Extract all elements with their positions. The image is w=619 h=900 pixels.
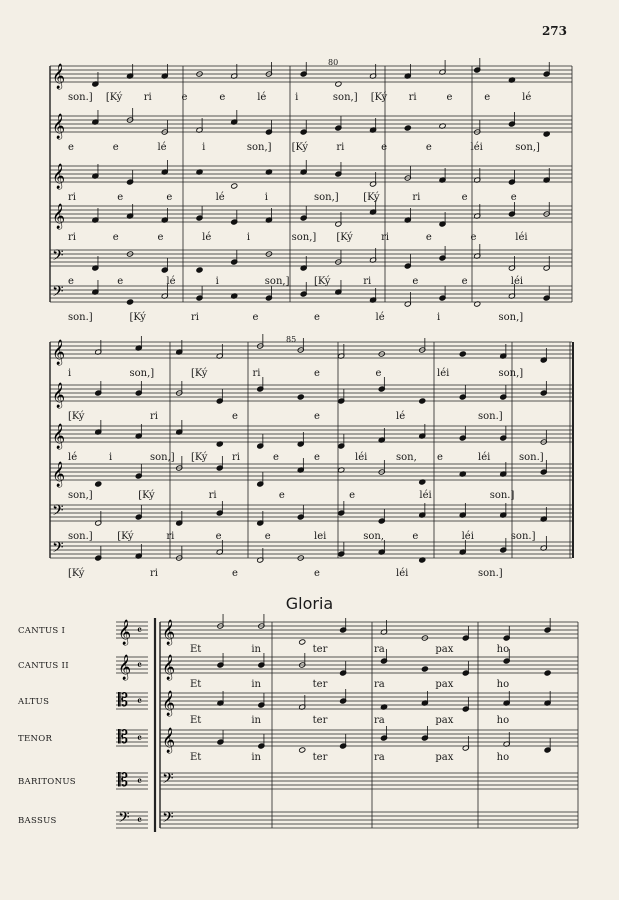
lyric-syllable: son,] xyxy=(129,368,155,379)
lyric-syllable: e xyxy=(510,192,517,203)
lyric-syllable: ter xyxy=(312,752,328,763)
lyric-syllable: e xyxy=(166,192,173,203)
lyric-syllable: léi xyxy=(355,452,368,463)
clef-icon: 𝄞 xyxy=(162,655,176,680)
incipit-clef-icon: 𝄞 xyxy=(118,620,132,645)
lyric-syllable: i xyxy=(215,276,219,287)
lyric-syllable: ri xyxy=(336,142,345,153)
clef-icon: 𝄢 xyxy=(52,502,64,523)
lyric-syllable: Et xyxy=(190,715,202,726)
clef-icon: 𝄞 xyxy=(162,691,176,716)
lyric-syllable: e xyxy=(412,531,419,542)
lyric-syllable: ra xyxy=(374,752,385,763)
time-signature-icon: 𝄴 xyxy=(137,732,142,745)
clef-icon: 𝄞 xyxy=(52,114,66,139)
lyric-syllable: e xyxy=(314,568,320,579)
lyric-syllable: e xyxy=(461,192,468,203)
lyric-syllable: lé xyxy=(202,232,212,243)
lyric-syllable: son, xyxy=(396,452,417,463)
lyric-syllable: ra xyxy=(374,715,385,726)
lyric-syllable: e xyxy=(232,568,238,579)
lyric-syllable: e xyxy=(215,531,222,542)
lyric-syllable: son.] xyxy=(68,531,93,542)
lyric-syllable: ri xyxy=(68,192,76,203)
lyric-syllable: [Ký xyxy=(191,452,208,463)
lyric-syllable: in xyxy=(251,644,261,655)
lyric-syllable: léi xyxy=(510,276,524,287)
lyric-syllable: son,] xyxy=(246,142,272,153)
lyric-syllable: lé xyxy=(396,411,406,422)
note-head xyxy=(404,125,411,131)
lyric-syllable: ri xyxy=(412,192,421,203)
lyric-syllable: e xyxy=(412,276,419,287)
lyric-syllable: ri xyxy=(363,276,372,287)
lyric-syllable: son.] xyxy=(68,92,93,103)
lyric-syllable: lé xyxy=(157,142,167,153)
note-head xyxy=(419,398,426,404)
lyric-syllable: son,] xyxy=(332,92,358,103)
lyric-syllable: pax xyxy=(435,752,454,763)
section-title: Gloria xyxy=(285,594,334,613)
lyric-syllable: ra xyxy=(374,679,385,690)
note-head xyxy=(297,394,304,400)
lyric-syllable: pax xyxy=(435,715,454,726)
time-signature-icon: 𝄴 xyxy=(137,814,142,827)
voice-label: CANTUS II xyxy=(18,661,69,671)
lyric-syllable: ri xyxy=(208,490,217,501)
lyric-syllable: lé xyxy=(166,276,176,287)
lyric-syllable: i xyxy=(202,142,206,153)
lyric-syllable: e xyxy=(381,142,387,153)
incipit-clef-icon: 𝄞 xyxy=(118,655,132,680)
clef-icon: 𝄞 xyxy=(52,340,66,365)
lyric-syllable: ho xyxy=(496,752,510,763)
lyric-syllable: e xyxy=(117,192,124,203)
lyric-syllable: son.] xyxy=(489,490,515,501)
lyric-syllable: e xyxy=(112,232,119,243)
lyric-syllable: son.] xyxy=(68,312,93,323)
lyric-syllable: in xyxy=(251,715,261,726)
lyric-syllable: Et xyxy=(190,644,202,655)
lyric-syllable: e xyxy=(314,411,320,422)
lyric-syllable: e xyxy=(157,232,164,243)
note-head xyxy=(126,299,133,305)
measure-number-80: 80 xyxy=(328,58,339,67)
lyric-syllable: ter xyxy=(312,715,328,726)
lyric-syllable: Et xyxy=(190,752,202,763)
lyric-syllable: i xyxy=(437,312,441,323)
clef-icon: 𝄢 xyxy=(52,539,64,560)
voice-label: BARITONUS xyxy=(18,777,76,787)
lyric-syllable: ri xyxy=(150,411,158,422)
note-head xyxy=(299,639,306,645)
lyric-syllable: in xyxy=(251,752,261,763)
lyric-syllable: lé xyxy=(375,312,385,323)
incipit-clef-icon: 𝄡 xyxy=(118,727,129,748)
lyric-syllable: léi xyxy=(461,531,474,542)
incipit-clef-icon: 𝄢 xyxy=(118,809,130,830)
lyric-syllable: léi xyxy=(437,368,450,379)
lyric-syllable: léi xyxy=(419,490,432,501)
lyric-syllable: ter xyxy=(312,679,328,690)
time-signature-icon: 𝄴 xyxy=(137,659,142,672)
lyric-syllable: ra xyxy=(374,644,385,655)
clef-icon: 𝄞 xyxy=(162,620,176,645)
lyric-syllable: i xyxy=(68,368,72,379)
voice-label: CANTUS I xyxy=(18,626,66,636)
lyric-syllable: e xyxy=(219,92,226,103)
lyric-syllable: e xyxy=(232,411,238,422)
lyric-syllable: son,] xyxy=(264,276,290,287)
lyric-syllable: léi xyxy=(396,568,409,579)
note-head xyxy=(231,183,238,189)
lyric-syllable: e xyxy=(112,142,119,153)
lyric-syllable: son.] xyxy=(478,411,503,422)
lyric-syllable: e xyxy=(264,531,271,542)
lyric-syllable: léi xyxy=(515,232,528,243)
lyric-syllable: e xyxy=(181,92,188,103)
lyric-syllable: i xyxy=(264,192,268,203)
clef-icon: 𝄢 xyxy=(52,247,64,268)
clef-icon: 𝄞 xyxy=(162,728,176,753)
lyric-syllable: ri xyxy=(381,232,390,243)
lyric-syllable: son,] xyxy=(68,490,93,501)
clef-icon: 𝄞 xyxy=(52,164,66,189)
note-head xyxy=(421,666,428,672)
lyric-syllable: son,] xyxy=(314,192,339,203)
note-head xyxy=(95,481,102,487)
lyric-syllable: e xyxy=(314,368,320,379)
lyric-syllable: [Ký xyxy=(314,276,331,287)
lyric-syllable: in xyxy=(251,679,261,690)
lyric-syllable: lé xyxy=(522,92,532,103)
time-signature-icon: 𝄴 xyxy=(137,624,142,637)
lyric-syllable: e xyxy=(375,368,382,379)
clef-icon: 𝄞 xyxy=(52,204,66,229)
clef-icon: 𝄞 xyxy=(52,462,66,487)
lyric-syllable: e xyxy=(117,276,124,287)
lyric-syllable: son.] xyxy=(519,452,544,463)
lyric-syllable: e xyxy=(252,312,259,323)
lyric-syllable: son,] xyxy=(498,312,524,323)
lyric-syllable: i xyxy=(295,92,299,103)
note-head xyxy=(459,351,466,357)
lyric-syllable: léi xyxy=(478,452,491,463)
clef-icon: 𝄢 xyxy=(162,809,174,830)
lyric-syllable: ho xyxy=(496,644,510,655)
lyric-syllable: son,] xyxy=(150,452,175,463)
lyric-syllable: [Ký xyxy=(105,92,123,103)
voice-label: ALTUS xyxy=(18,697,50,707)
lyric-syllable: ho xyxy=(496,715,510,726)
lyric-syllable: ri xyxy=(252,368,261,379)
lyric-syllable: e xyxy=(446,92,453,103)
lyric-syllable: e xyxy=(273,452,279,463)
note-head xyxy=(544,670,551,676)
lyric-syllable: ri xyxy=(232,452,240,463)
lyric-syllable: [Ký xyxy=(291,142,309,153)
lyric-syllable: lé xyxy=(257,92,267,103)
lyric-syllable: son, xyxy=(363,531,384,542)
lyric-syllable: [Ký xyxy=(336,232,353,243)
lyric-syllable: e xyxy=(437,452,443,463)
lyric-syllable: e xyxy=(484,92,491,103)
lyric-syllable: e xyxy=(314,312,320,323)
lyric-syllable: [Ký xyxy=(68,568,85,579)
lyric-syllable: léi xyxy=(470,142,483,153)
lyric-syllable: pax xyxy=(435,644,454,655)
lyric-syllable: ri xyxy=(143,92,152,103)
lyric-syllable: son,] xyxy=(498,368,524,379)
lyric-syllable: ter xyxy=(312,644,328,655)
voice-label: TENOR xyxy=(18,734,53,744)
clef-icon: 𝄞 xyxy=(52,383,66,408)
time-signature-icon: 𝄴 xyxy=(137,775,142,788)
lyric-syllable: ho xyxy=(496,679,510,690)
lyric-syllable: [Ký xyxy=(138,490,155,501)
lyric-syllable: e xyxy=(349,490,356,501)
page-number: 273 xyxy=(541,24,567,38)
lyric-syllable: [Ký xyxy=(363,192,380,203)
voice-label: BASSUS xyxy=(18,816,57,826)
lyric-syllable: ri xyxy=(150,568,158,579)
lyric-syllable: lé xyxy=(68,452,78,463)
lyric-syllable: Et xyxy=(190,679,202,690)
lyric-syllable: [Ký xyxy=(191,368,208,379)
lyric-syllable: son,] xyxy=(291,232,317,243)
lyric-syllable: [Ký xyxy=(68,411,85,422)
clef-icon: 𝄢 xyxy=(52,283,64,304)
clef-icon: 𝄢 xyxy=(162,770,174,791)
lyric-syllable: ri xyxy=(166,531,175,542)
lyric-syllable: ri xyxy=(408,92,417,103)
lyric-syllable: ri xyxy=(191,312,199,323)
lyric-syllable: [Ký xyxy=(370,92,388,103)
lyric-syllable: i xyxy=(246,232,251,243)
note-head xyxy=(196,267,203,273)
lyric-syllable: pax xyxy=(435,679,454,690)
lyric-syllable: e xyxy=(461,276,468,287)
lyric-syllable: e xyxy=(278,490,285,501)
lyric-syllable: [Ký xyxy=(129,312,146,323)
lyric-syllable: [Ký xyxy=(117,531,134,542)
note-head xyxy=(299,747,306,753)
lyric-syllable: son.] xyxy=(478,568,503,579)
lyric-syllable: son.] xyxy=(510,531,536,542)
incipit-clef-icon: 𝄡 xyxy=(118,770,129,791)
clef-icon: 𝄞 xyxy=(52,424,66,449)
lyric-syllable: lei xyxy=(314,531,327,542)
lyric-syllable: e xyxy=(470,232,477,243)
lyric-syllable: e xyxy=(68,276,74,287)
measure-number-85: 85 xyxy=(286,335,297,344)
lyric-syllable: e xyxy=(68,142,74,153)
time-signature-icon: 𝄴 xyxy=(137,695,142,708)
lyric-syllable: ri xyxy=(68,232,76,243)
lyric-syllable: lé xyxy=(215,192,225,203)
clef-icon: 𝄞 xyxy=(52,64,66,89)
lyric-syllable: e xyxy=(314,452,320,463)
incipit-clef-icon: 𝄡 xyxy=(118,690,129,711)
lyric-syllable: i xyxy=(109,452,113,463)
lyric-syllable: e xyxy=(425,232,432,243)
lyric-syllable: son,] xyxy=(515,142,540,153)
lyric-syllable: e xyxy=(425,142,432,153)
